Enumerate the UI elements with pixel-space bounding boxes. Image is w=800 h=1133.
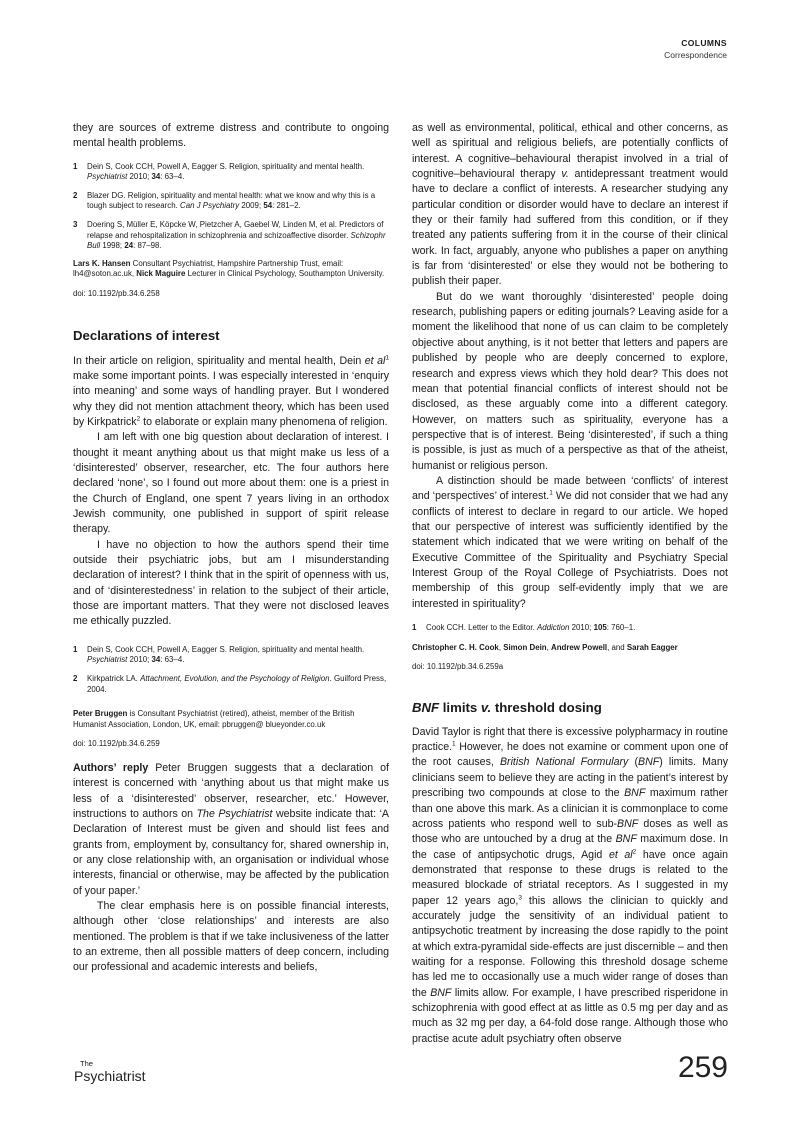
body-paragraph: Authors’ reply Peter Bruggen suggests that a declaration of interest is concerned with ‘anything about us that might make us less of a ‘disinterested’ observer, researcher, etc.’ However, instructions to authors on The Psychiatrist website indicate that: ‘A Declaration of Interest must be given and should list fees and grants from, employment by, consultancy for, shared ownership in, or any close relationship with, an organisation or individual whose interests, financial or otherwise, may be affected by the publication of your paper.’ bbox=[73, 761, 389, 897]
section-heading: BNF limits v. threshold dosing bbox=[412, 699, 602, 715]
continued-paragraph: they are sources of extreme distress and contribute to ongoing mental health problems. bbox=[73, 122, 389, 150]
reference-item: 1 Cook CCH. Letter to the Editor. Addiction 2010; 105: 760–1. bbox=[412, 623, 636, 632]
running-header bbox=[664, 38, 727, 60]
subsection-label: Correspondence bbox=[664, 50, 727, 60]
doi-text: doi: 10.1192/pb.34.6.259a bbox=[412, 662, 504, 672]
section-heading: Declarations of interest bbox=[73, 327, 220, 343]
reference-item: 1 Dein S, Cook CCH, Powell A, Eagger S. Religion, spirituality and mental health. Psychiatrist 2010; 34: 63–4. bbox=[73, 161, 365, 182]
body-paragraph: In their article on religion, spirituality and mental health, Dein et $al^1$ make some important points. I was especially interested in ‘enquiry into meaning’ and some ways of handling prayer. But I wondered why they did not mention attachment theory, which has been used by Kirkpatrick$^2$ to elaborate or explain many phenomena of religion. bbox=[73, 354, 389, 428]
body-paragraph: I have no objection to how the authors spend their time outside their psychiatric jobs, but am I misunderstanding declaration of interest? I think that in the spirit of openness with us, and of ‘disinterestedness’ in relation to the subject of their article, those are important matters. That they were not disclosed leaves me ethically puzzled. bbox=[73, 538, 389, 628]
left-column bbox=[73, 121, 389, 976]
body-paragraph: I am left with one big question about declaration of interest. I thought it meant anything about us that might make us less of a ‘disinterested’ observer, researcher, etc. The four authors here declared ‘none’, so I found out more about them: one is a priest in the Church of England, one spent 7 years living in an orthodox Jewish community, one published in support of spirit release therapy. bbox=[73, 431, 389, 536]
body-paragraph: A distinction should be made between ‘conflicts’ of interest and ‘perspectives’ of interest.$^1$ We did not consider that we had any conflicts of interest to declare in regard to our article. We hoped that our perspective of interest was sufficiently identified by the statement which indicated that we were writing on behalf of the Executive Committee of the Spirituality and Psychiatry Special Interest Group of the Royal College of Psychiatrists. Does not membership of this group self-evidently imply that we are interested in spirituality? bbox=[412, 474, 728, 610]
logo-the: The bbox=[80, 1059, 93, 1068]
reference-item: 2 Kirkpatrick LA. Attachment, Evolution, and the Psychology of Religion. Guilford Press, 2004. bbox=[73, 674, 387, 694]
section-label: COLUMNS bbox=[681, 38, 727, 48]
body-paragraph: The clear emphasis here is on possible financial interests, although other ‘close relationships’ and interests are also mentioned. The problem is that if we take inclusiveness of the latter to an extreme, then all possible matters of deep concern, including our professional and academic interests and beliefs, bbox=[73, 900, 389, 974]
reference-item: 1 Dein S, Cook CCH, Powell A, Eagger S. Religion, spirituality and mental health. Psychiatrist 2010; 34: 63–4. bbox=[73, 644, 365, 665]
journal-logo bbox=[74, 1060, 146, 1086]
page-number: 259 bbox=[677, 1051, 728, 1084]
author-affiliation: Peter Bruggen is Consultant Psychiatrist (retired), atheist, member of the British Humanist Association, London, UK, email: pbruggen@ blueyonder.co.uk bbox=[73, 709, 355, 729]
reference-list bbox=[73, 162, 389, 252]
body-paragraph: David Taylor is right that there is excessive polypharmacy in routine practice.$^1$ However, he does not examine or comment upon one of the root causes, British National Formulary (BNF) limits. Many clinicians seem to believe they are acting in the patient’s interest by prescribing two compounds at close to the BNF maximum rather than one above this mark. As a clinician it is commonplace to come across patients who respond well to sub-BNF doses as well as those who are untouched by a drug at the BNF maximum dose. In the case of antipsychotic drugs, Agid et $al^2$ have once again demonstrated that response to these drugs is related to the measured blockade of striatal receptors. As I suggested in my paper 12 years ago,$^3$ this allows the clinician to quickly and accurately judge the sensitivity of an individual patient to antipsychotic treatment by increasing the dose rapidly to the point at which extra-pyramidal side-effects are just discernible – and then waiting for a response. Following this threshold dosage scheme has led me to occasionally use a much wider range of doses than the BNF limits allow. For example, I have prescribed risperidone in schizophrenia with good effect at as little as 0.5 mg per day and as much as 32 mg per day, a 64-fold dose range. Although those who practise acute adult psychiatry often observe bbox=[412, 725, 729, 1045]
author-affiliation: Lars K. Hansen Consultant Psychiatrist, Hampshire Partnership Trust, email: lh4@soton.ac.uk, Nick Maguire Lecturer in Clinical Psychology, Southampton University. bbox=[73, 258, 385, 279]
doi-text: doi: 10.1192/pb.34.6.258 bbox=[73, 289, 160, 299]
reference-list bbox=[73, 645, 389, 695]
reference-item: 3 Doering S, Müller E, Köpcke W, Pietzcher A, Gaebel W, Linden M, et al. Predictors of relapse and rehospitalization in schizophrenia and schizoaffective disorder. Schizophr Bull 1998; 24: 87–98. bbox=[73, 220, 386, 251]
body-paragraph: But do we want thoroughly ‘disinterested’ people doing research, publishing papers or editing journals? Leaving aside for a moment the likelihood that none of us can claim to be completely objective about anything, is it not better that letters and papers are published by people who are deeply concerned to explore, research and express views which they hold dear? This does not mean that potential financial conflicts of interest should not be disclosed, as these arguably come into a different category. However, on matters such as spirituality, everyone has a perspective that is of interest. Being ‘disinterested’, if such a thing is possible, is just as much of a perspective as that of the atheist, humanist or religious person. bbox=[412, 290, 728, 472]
doi-text: doi: 10.1192/pb.34.6.259 bbox=[73, 739, 160, 749]
body-paragraph: as well as environmental, political, ethical and other concerns, as well as spiritual and religious beliefs, are potentially conflicts of interest. A cognitive–behavioural therapist involved in a trial of cognitive–behavioural therapy v. antidepressant treatment would have to declare a conflict of interests. A researcher studying any particular condition or disorder would have to declare an interest if they or their family had suffered from this condition, or if they treated any patients suffering from it in the course of their clinical work. In fact, arguably, anyone who publishes a paper on anything is far from ‘disinterested’ or else they would not be bothering to publish their paper. bbox=[412, 122, 728, 288]
author-list: Christopher C. H. Cook, Simon Dein, Andrew Powell, and Sarah Eagger bbox=[412, 642, 678, 652]
reference-item: 2 Blazer DG. Religion, spirituality and mental health: what we know and why this is a tough subject to research. Can J Psychiatry 2009; 54: 281–2. bbox=[73, 190, 376, 211]
right-column bbox=[412, 121, 728, 1047]
reference-list bbox=[412, 623, 728, 634]
logo-name: Psychiatrist bbox=[74, 1068, 146, 1084]
